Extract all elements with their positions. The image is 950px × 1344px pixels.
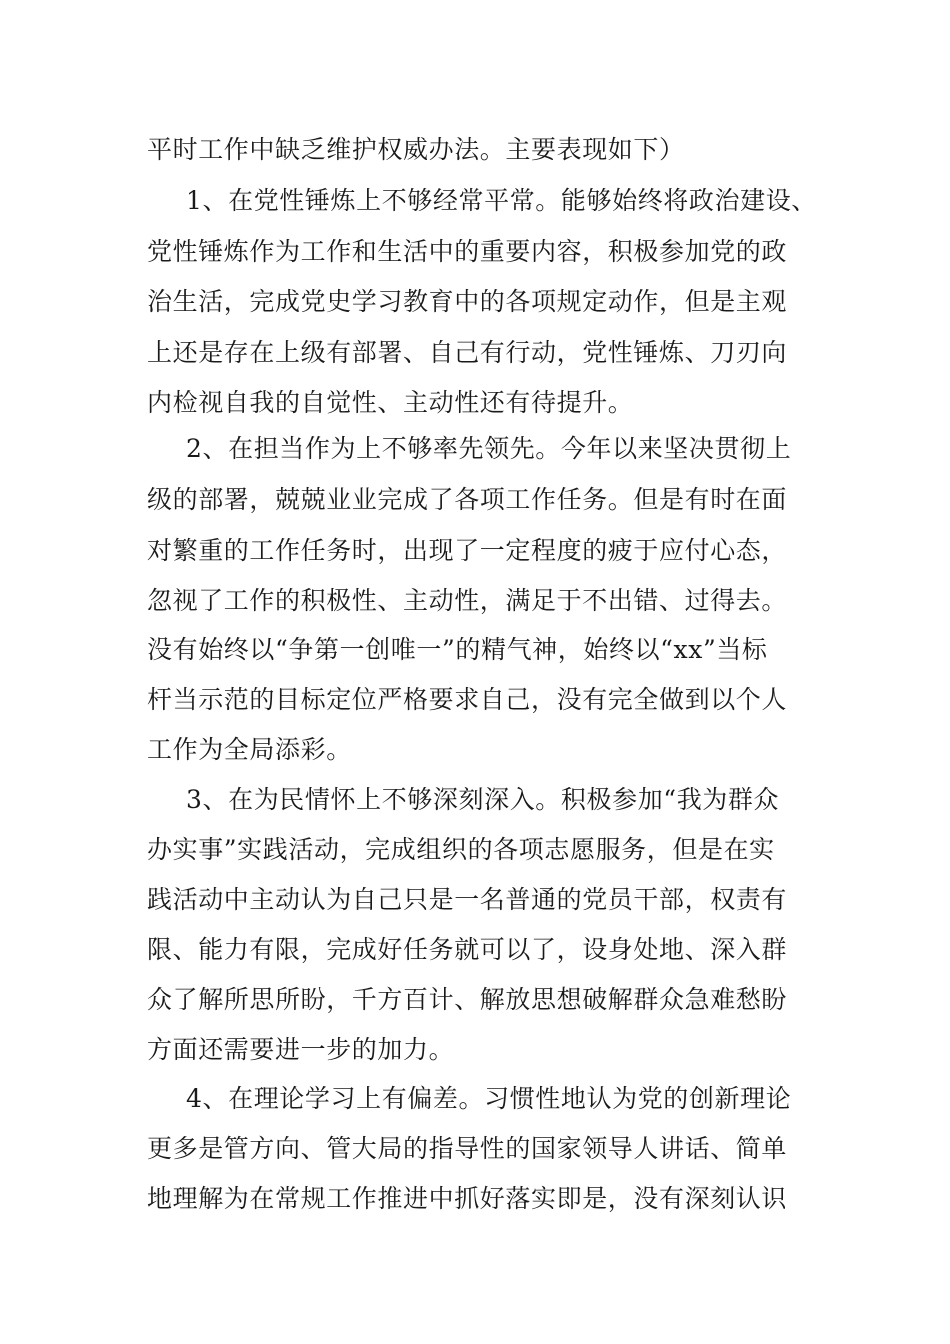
text-line: 地理解为在常规工作推进中抓好落实即是，没有深刻认识: [147, 1184, 788, 1213]
text-line: 众了解所思所盼，千方百计、解放思想破解群众急难愁盼: [147, 985, 788, 1014]
text-line: 工作为全局添彩。: [147, 735, 352, 764]
text-line: 1、在党性锤炼上不够经常平常。能够始终将政治建设、: [186, 186, 817, 215]
text-line: 限、能力有限，完成好任务就可以了，设身处地、深入群: [147, 935, 788, 964]
text-line: 更多是管方向、管大局的指导性的国家领导人讲话、简单: [147, 1134, 788, 1163]
text-line: 没有始终以“争第一创唯一”的精气神，始终以“xx”当标: [147, 635, 768, 664]
text-line: 3、在为民情怀上不够深刻深入。积极参加“我为群众: [186, 785, 780, 814]
text-line: 内检视自我的自觉性、主动性还有待提升。: [147, 388, 634, 417]
text-line: 杆当示范的目标定位严格要求自己，没有完全做到以个人: [147, 685, 788, 714]
text-line: 方面还需要进一步的加力。: [147, 1035, 455, 1064]
text-line: 2、在担当作为上不够率先领先。今年以来坚决贯彻上: [186, 434, 792, 463]
text-line: 治生活，完成党史学习教育中的各项规定动作，但是主观: [147, 287, 788, 316]
text-line: 上还是存在上级有部署、自己有行动，党性锤炼、刀刃向: [147, 338, 788, 367]
text-line: 对繁重的工作任务时，出现了一定程度的疲于应付心态，: [147, 536, 788, 565]
text-line: 党性锤炼作为工作和生活中的重要内容，积极参加党的政: [147, 237, 788, 266]
text-line: 践活动中主动认为自己只是一名普通的党员干部，权责有: [147, 885, 788, 914]
text-line: 级的部署，兢兢业业完成了各项工作任务。但是有时在面: [147, 485, 788, 514]
text-line: 办实事”实践活动，完成组织的各项志愿服务，但是在实: [147, 835, 775, 864]
text-line: 4、在理论学习上有偏差。习惯性地认为党的创新理论: [186, 1084, 792, 1113]
text-line: 忽视了工作的积极性、主动性，满足于不出错、过得去。: [147, 586, 788, 615]
text-line: 平时工作中缺乏维护权威办法。主要表现如下）: [147, 135, 685, 164]
